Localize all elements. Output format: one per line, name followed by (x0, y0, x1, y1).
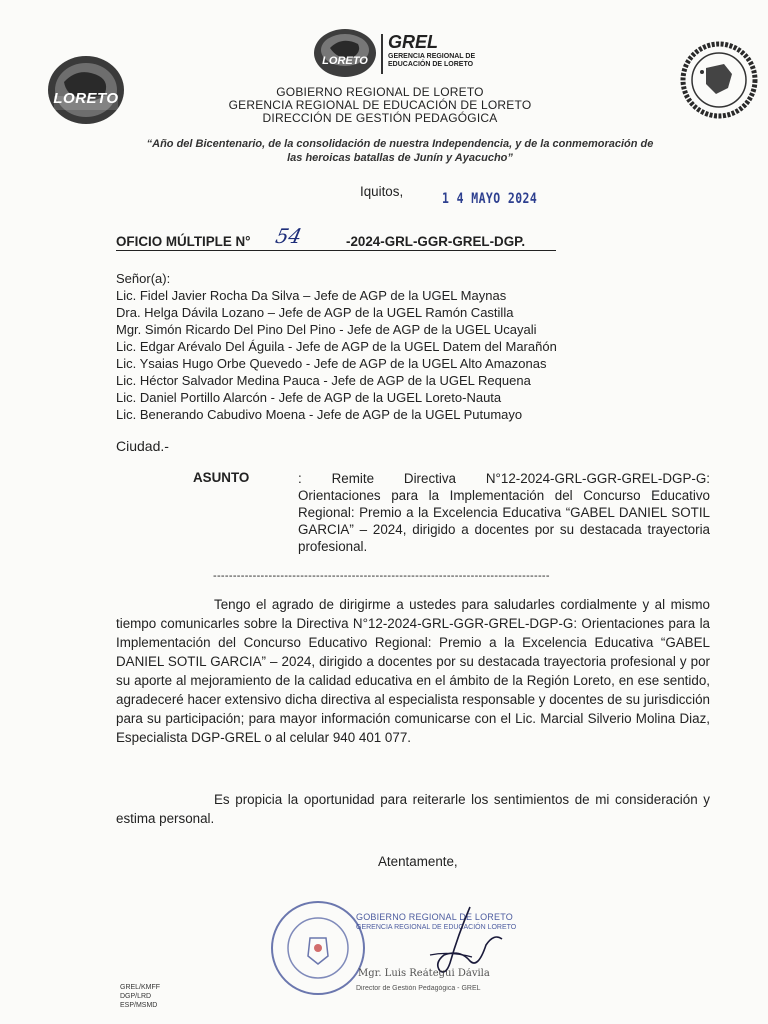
reference-item: ESP/MSMD (120, 1002, 158, 1009)
oficio-number: 54 (273, 224, 305, 248)
addressee-item: Lic. Héctor Salvador Medina Pauca - Jefe de AGP de la UGEL Requena (116, 373, 531, 388)
city: Ciudad.- (116, 438, 169, 454)
motto-line-2: las heroicas batallas de Junín y Ayacucho” (287, 152, 513, 164)
asunto-label: ASUNTO (193, 470, 250, 485)
motto-line-1: “Año del Bicentenario, de la consolidación de nuestra Independencia, y de la conmemoración de (146, 138, 654, 150)
date-stamp: 1 4 MAYO 2024 (442, 191, 538, 207)
header-line-2: GERENCIA REGIONAL DE EDUCACIÓN DE LORETO (228, 98, 532, 112)
signer-name: Mgr. Luis Reátegui Dávila (358, 968, 490, 979)
stamp-line-2: GERENCIA REGIONAL DE EDUCACIÓN LORETO (356, 924, 517, 931)
addressee-item: Lic. Daniel Portillo Alarcón - Jefe de AGP de la UGEL Loreto-Nauta (116, 390, 502, 405)
header-line-1: GOBIERNO REGIONAL DE LORETO (276, 85, 484, 99)
addressee-item: Lic. Benerando Cabudivo Moena - Jefe de AGP de la UGEL Putumayo (116, 407, 523, 422)
oficio-suffix: -2024-GRL-GGR-GREL-DGP. (346, 234, 526, 249)
separator: ------------------------------------------------------------------------------------- (213, 570, 550, 582)
stamp-line-1: GOBIERNO REGIONAL DE LORETO (356, 912, 513, 922)
grel-divider (381, 34, 383, 74)
addressee-item: Lic. Ysaias Hugo Orbe Quevedo - Jefe de AGP de la UGEL Alto Amazonas (116, 356, 547, 371)
place: Iquitos, (360, 184, 404, 199)
closing: Atentamente, (378, 854, 458, 869)
paragraph-2: Es propicia la oportunidad para reiterarle los sentimientos de mi consideración y estima personal. (116, 792, 710, 826)
reference-item: GREL/KMFF (120, 984, 161, 991)
grel-title: GREL (388, 32, 439, 52)
header-line-3: DIRECCIÓN DE GESTIÓN PEDAGÓGICA (262, 111, 498, 125)
institution-seal (268, 898, 368, 998)
loreto-logo-text: LORETO (53, 90, 119, 107)
asunto-text: : Remite Directiva N°12-2024-GRL-GGR-GREL-DGP-G: Orientaciones para la Implementación del Concurso Educativo Regional: Premio a la Excelencia Educativa “GABEL DANIEL SOTIL GARCIA” – 2024, dirigido a docentes por su destacada trayectoria profesional. (298, 471, 710, 554)
grel-logo-text: LORETO (322, 55, 368, 67)
grel-logo (312, 28, 378, 78)
addressee-item: Dra. Helga Dávila Lozano – Jefe de AGP de la UGEL Ramón Castilla (116, 305, 514, 320)
paragraph-1: Tengo el agrado de dirigirme a ustedes para saludarles cordialmente y al mismo tiempo comunicarles sobre la Directiva N°12-2024-GRL-GGR-GREL-DGP-G: Orientaciones para la Implementación del Concurso Educativo Regional: Premio a la Excelencia Educativa “GABEL DANIEL SOTIL GARCIA” – 2024, dirigido a docentes por su destacada trayectoria profesional y por su aporte al mejoramiento de la calidad educativa en el ámbito de la Región Loreto, en ese sentido, agradeceré hacer extensivo dicha directiva al especialista responsable y docentes de su jurisdicción para su participación; para mayor información comunicarse con el Lic. Marcial Silverio Molina Diaz, Especialista DGP-GREL o al celular 940 401 077. (116, 597, 710, 745)
signer-role: Director de Gestión Pedagógica - GREL (356, 985, 481, 992)
addressee-title: Señor(a): (116, 271, 171, 286)
oficio-line (116, 224, 556, 251)
reference-item: DGP/LRD (120, 993, 152, 1000)
addressee-item: Lic. Edgar Arévalo Del Águila - Jefe de AGP de la UGEL Datem del Marañón (116, 339, 557, 354)
grel-subtitle-2: EDUCACIÓN DE LORETO (388, 61, 474, 68)
education-seal (676, 40, 762, 120)
oficio-prefix: OFICIO MÚLTIPLE N° (116, 234, 251, 249)
addressee-item: Mgr. Simón Ricardo Del Pino Del Pino - Jefe de AGP de la UGEL Ucayali (116, 322, 537, 337)
grel-subtitle-1: GERENCIA REGIONAL DE (388, 53, 476, 60)
addressee-item: Lic. Fidel Javier Rocha Da Silva – Jefe de AGP de la UGEL Maynas (116, 288, 507, 303)
